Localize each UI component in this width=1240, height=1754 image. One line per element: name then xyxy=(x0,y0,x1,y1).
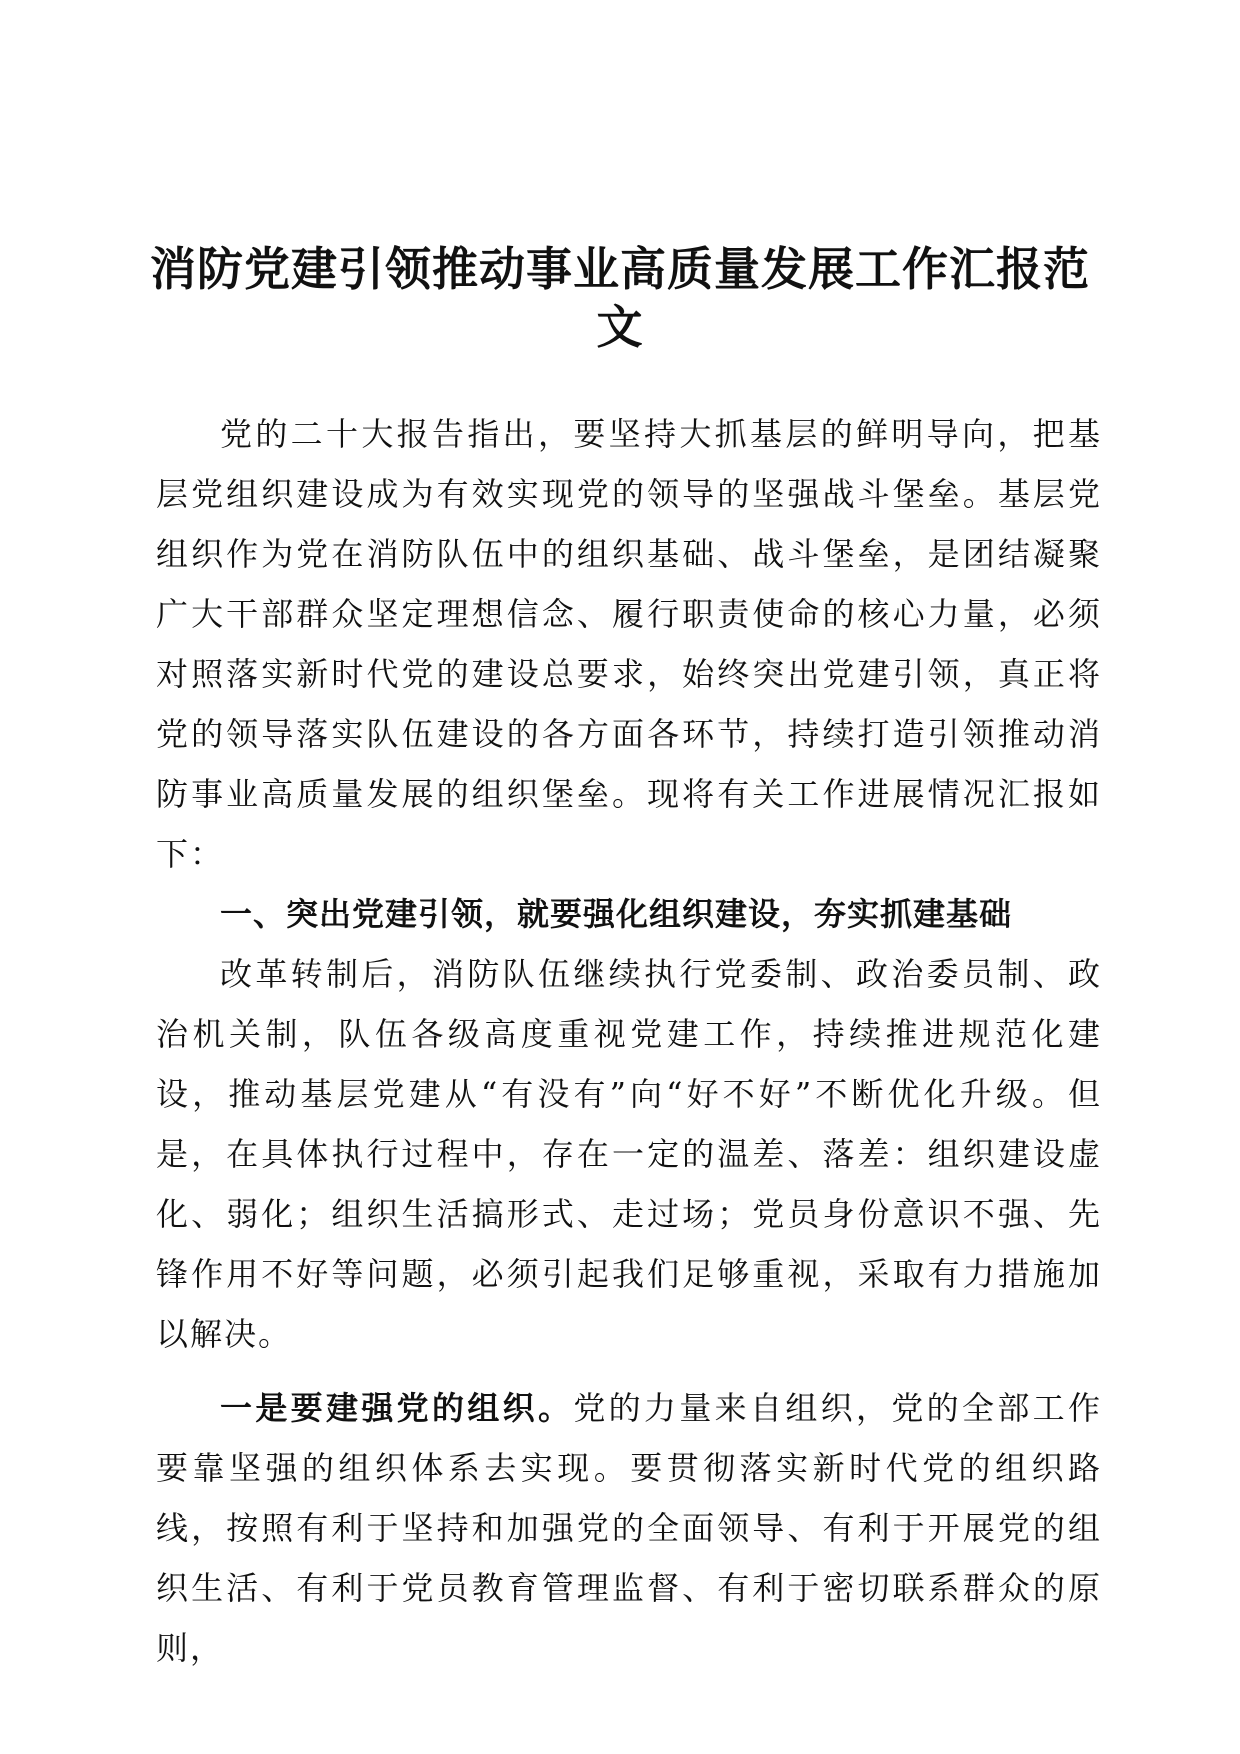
section-1-heading: 一、突出党建引领，就要强化组织建设，夯实抓建基础 xyxy=(220,895,1013,933)
intro-paragraph: 党的二十大报告指出，要坚持大抓基层的鲜明导向，把基层党组织建设成为有效实现党的领导的坚强战斗堡垒。基层党组织作为党在消防队伍中的组织基础、战斗堡垒，是团结凝聚广大干部群众坚定理想信念、履行职责使命的核心力量，必须对照落实新时代党的建设总要求，始终突出党建引领，真正将党的领导落实队伍建设的各方面各环节，持续打造引领推动消防事业高质量发展的组织堡垒。现将有关工作进展情况汇报如下： xyxy=(156,415,1102,873)
point-1-lead: 一是要建强党的组织。 xyxy=(220,1389,574,1427)
point-1-paragraph xyxy=(156,1378,1102,1678)
document-body xyxy=(156,404,1102,1678)
document-title: 消防党建引领推动事业高质量发展工作汇报范文 xyxy=(150,242,1090,354)
section-1-paragraph: 改革转制后，消防队伍继续执行党委制、政治委员制、政治机关制，队伍各级高度重视党建工作，持续推进规范化建设，推动基层党建从“有没有”向“好不好”不断优化升级。但是，在具体执行过程中，存在一定的温差、落差：组织建设虚化、弱化；组织生活搞形式、走过场；党员身份意识不强、先锋作用不好等问题，必须引起我们足够重视，采取有力措施加以解决。 xyxy=(156,955,1102,1353)
point-1-text: 党的力量来自组织，党的全部工作要靠坚强的组织体系去实现。要贯彻落实新时代党的组织路线，按照有利于坚持和加强党的全面领导、有利于开展党的组织生活、有利于党员教育管理监督、有利于密切联系群众的原则， xyxy=(156,1389,1102,1667)
